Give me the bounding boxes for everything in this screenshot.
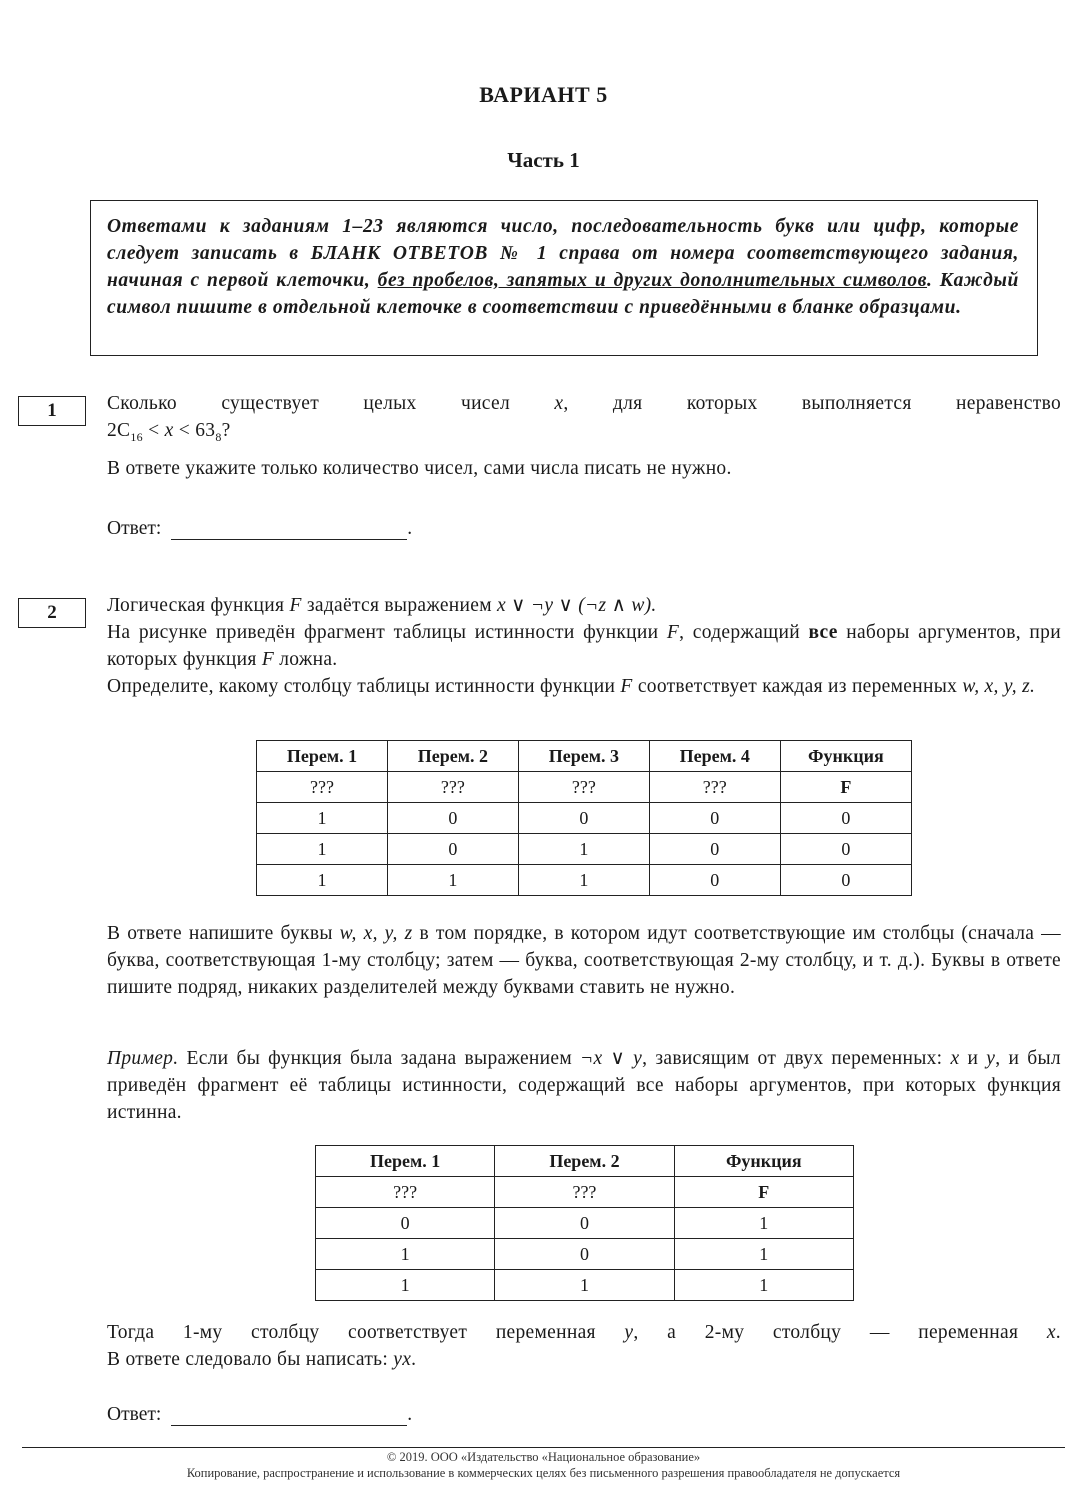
table-cell: 1 xyxy=(316,1239,495,1270)
table-cell: F xyxy=(780,772,911,803)
answer-blank[interactable] xyxy=(171,519,407,540)
task2-example: Пример. Если бы функция была задана выражением ¬x ∨ y, зависящим от двух переменных: x и y, и был приведён фрагмент её таблицы истинности, содержащий все наборы аргументов, при которых функция истинна. xyxy=(107,1048,1061,1123)
task2-paragraph-2: На рисунке приведён фрагмент таблицы истинности функции F, содержащий все наборы аргументов, при которых функция F ложна. xyxy=(107,622,1061,670)
table-cell: ??? xyxy=(257,772,388,803)
task-number-1: 1 xyxy=(18,396,86,426)
instructions-text: Ответами к заданиям 1–23 являются число, последовательность букв или цифр, которые следует записать в БЛАНК ОТВЕТОВ № 1 справа от номера соответствующего задания, начиная с первой клеточки, xyxy=(107,216,1019,291)
instructions-underlined: без пробелов, запятых и других дополнительных символов xyxy=(377,270,928,291)
table-cell: F xyxy=(674,1177,853,1208)
table-cell: 1 xyxy=(257,834,388,865)
table-header-cell: Перем. 1 xyxy=(316,1146,495,1177)
task2-example-conclusion: Тогда 1-му столбцу соответствует переменная y, а 2-му столбцу — переменная x. В ответе следовало бы написать: yx. xyxy=(107,1322,1061,1370)
table-cell: 0 xyxy=(649,803,780,834)
task1-inequality: $2C_{16} < x < 63_8$? xyxy=(107,420,231,444)
answer-label: Ответ: xyxy=(107,518,162,539)
table-cell: ??? xyxy=(495,1177,674,1208)
table-header-cell: Перем. 1 xyxy=(257,741,388,772)
table-cell: ??? xyxy=(316,1177,495,1208)
footer-notice: Копирование, распространение и использование в коммерческих целях без письменного разрешения правообладателя не допускается xyxy=(186,1466,901,1480)
task2-paragraph-1: Логическая функция F задаётся выражением x ∨ ¬y ∨ (¬z ∧ w). xyxy=(107,595,657,616)
answer-label: Ответ: xyxy=(107,1404,162,1425)
table-row xyxy=(257,803,912,834)
task1-note: В ответе укажите только количество чисел, сами числа писать не нужно. xyxy=(107,458,732,479)
table-cell: 0 xyxy=(780,803,911,834)
table-cell: 0 xyxy=(780,865,911,896)
page-title: ВАРИАНТ 5 xyxy=(479,82,608,107)
table-cell: 0 xyxy=(649,865,780,896)
task-number-2: 2 xyxy=(18,598,86,628)
table-cell: 0 xyxy=(780,834,911,865)
table-cell: 0 xyxy=(649,834,780,865)
table-row xyxy=(316,1208,854,1239)
example-table xyxy=(315,1145,854,1301)
truth-table xyxy=(256,740,912,896)
table-cell: 0 xyxy=(316,1208,495,1239)
table-header-cell: Перем. 2 xyxy=(495,1146,674,1177)
table-cell: ??? xyxy=(387,772,518,803)
table-header-row xyxy=(257,741,912,772)
table-row xyxy=(257,865,912,896)
table-row xyxy=(316,1177,854,1208)
instructions-box xyxy=(90,200,1038,356)
task2-answer[interactable]: Ответ: . xyxy=(107,1404,413,1425)
table-cell: ??? xyxy=(649,772,780,803)
table-cell: 1 xyxy=(674,1239,853,1270)
part-title: Часть 1 xyxy=(507,148,580,172)
table-cell: ??? xyxy=(518,772,649,803)
table-cell: 0 xyxy=(495,1239,674,1270)
table-cell: 1 xyxy=(674,1208,853,1239)
answer-blank[interactable] xyxy=(171,1405,407,1426)
table-row xyxy=(316,1239,854,1270)
instructions-text-end: . Каждый символ пишите в отдельной клеточке в соответствии с приведёнными в бланке образцами. xyxy=(107,270,1019,318)
table-header-cell: Перем. 2 xyxy=(387,741,518,772)
table-cell: 1 xyxy=(257,803,388,834)
table-header-cell: Функция xyxy=(674,1146,853,1177)
table-header-cell: Перем. 3 xyxy=(518,741,649,772)
footer-copyright: © 2019. ООО «Издательство «Национальное образование» xyxy=(386,1450,701,1464)
table-cell: 1 xyxy=(495,1270,674,1301)
table-row xyxy=(257,772,912,803)
table-header-cell: Функция xyxy=(780,741,911,772)
table-cell: 0 xyxy=(387,803,518,834)
table-header-row xyxy=(316,1146,854,1177)
table-cell: 1 xyxy=(387,865,518,896)
table-row xyxy=(257,834,912,865)
table-cell: 1 xyxy=(518,834,649,865)
task1-question: Сколько существует целых чисел x, для которых выполняется неравенство $2C_{16} < x < 63_8$? xyxy=(107,393,1061,444)
task2-paragraph-3: Определите, какому столбцу таблицы истинности функции F соответствует каждая из переменных w, x, y, z. xyxy=(107,676,1036,697)
task1-answer[interactable]: Ответ: . xyxy=(107,518,413,539)
table-cell: 1 xyxy=(674,1270,853,1301)
table-cell: 1 xyxy=(316,1270,495,1301)
table-cell: 0 xyxy=(518,803,649,834)
footer-divider xyxy=(22,1447,1065,1448)
table-row xyxy=(316,1270,854,1301)
table-cell: 1 xyxy=(257,865,388,896)
table-header-cell: Перем. 4 xyxy=(649,741,780,772)
task2-paragraph-4: В ответе напишите буквы w, x, y, z в том порядке, в котором идут соответствующие им столбцы (сначала — буква, соответствующая 1-му столбцу; затем — буква, соответствующая 2-му столбцу, и т. д.). Буквы в ответе пишите подряд, никаких разделителей между буквами ставить не нужно. xyxy=(107,923,1061,998)
table-cell: 0 xyxy=(495,1208,674,1239)
table-cell: 0 xyxy=(387,834,518,865)
table-cell: 1 xyxy=(518,865,649,896)
